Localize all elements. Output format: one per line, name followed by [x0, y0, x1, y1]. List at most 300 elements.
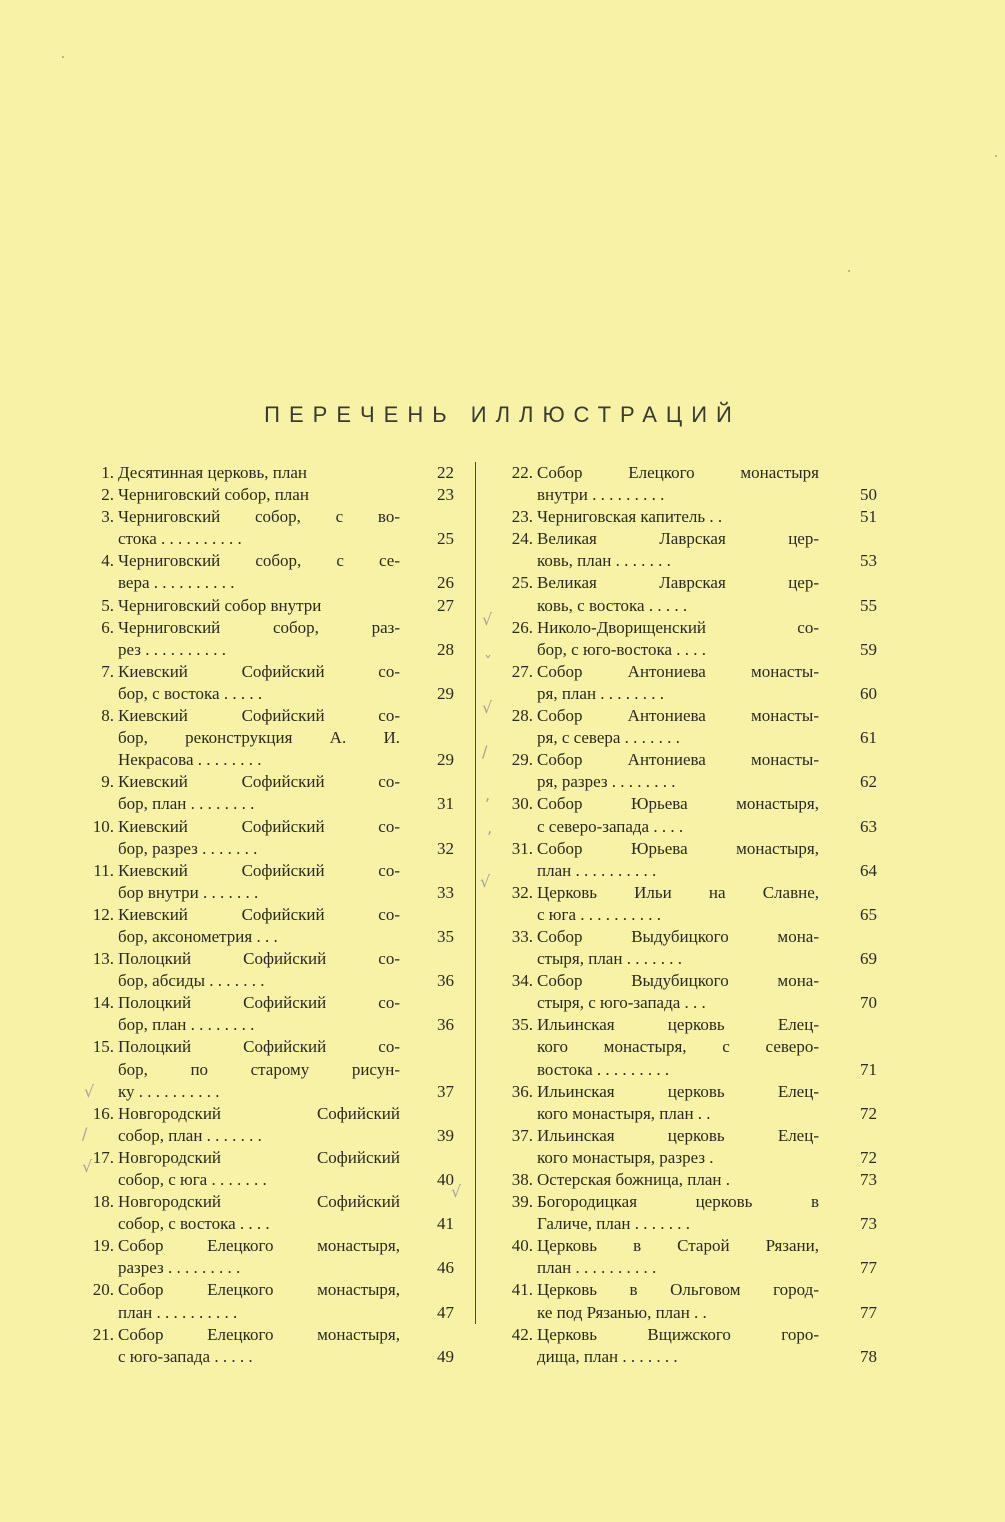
illustration-entry: [497, 793, 887, 837]
illustration-entry: [497, 749, 887, 793]
entry-line: [497, 1257, 887, 1279]
entry-line: [497, 484, 887, 506]
pencil-check-mark: √: [482, 698, 493, 717]
entry-number: 7.: [101, 661, 114, 681]
entry-line: [78, 1279, 468, 1301]
illustration-entry: [497, 1014, 887, 1080]
page-number: 49: [437, 1346, 454, 1366]
entry-line: [78, 1147, 468, 1169]
entry-number: 20.: [92, 1280, 114, 1300]
entry-line: [497, 1081, 887, 1103]
entry-line: [497, 1147, 887, 1169]
entry-line: [497, 1302, 887, 1324]
illustration-entry: [497, 661, 887, 705]
illustration-entry: [78, 948, 468, 992]
entry-caption: Киевский Софийский со-: [118, 661, 400, 681]
entry-line: [497, 462, 887, 484]
entry-caption: Собор Антониева монасты-: [537, 661, 819, 681]
entry-caption: Ильинская церковь Елец-: [537, 1081, 819, 1101]
entry-number: 1.: [101, 463, 114, 482]
entry-caption: Собор Юрьева монастыря,: [537, 838, 819, 858]
entry-caption: кого монастыря, план . .: [537, 1103, 711, 1123]
entry-number: 3.: [101, 507, 114, 527]
entry-caption: Великая Лаврская цер-: [537, 573, 819, 593]
entry-caption: Новгородский Софийский: [118, 1147, 400, 1167]
page-number: 69: [860, 949, 877, 969]
entry-caption: Черниговский собор, с се-: [118, 551, 400, 571]
page-number: 77: [860, 1302, 877, 1322]
illustration-entry: [78, 860, 468, 904]
entry-caption: Киевский Софийский со-: [118, 706, 400, 726]
entry-line: [78, 970, 468, 992]
entry-caption: Собор Елецкого монастыря,: [118, 1236, 400, 1256]
entry-line: [78, 793, 468, 815]
entry-number: 36.: [511, 1081, 533, 1101]
entry-caption: бор, абсиды . . . . . . .: [118, 971, 265, 991]
page-number: 22: [437, 463, 454, 482]
entry-line: [497, 1036, 887, 1058]
entry-caption: бор, с востока . . . . .: [118, 683, 263, 703]
entry-line: [497, 550, 887, 572]
entry-line: [497, 683, 887, 705]
page-number: 62: [860, 772, 877, 792]
entry-line: [78, 926, 468, 948]
entry-number: 15.: [92, 1037, 114, 1057]
entry-caption: востока . . . . . . . . .: [537, 1059, 670, 1079]
page-title: ПЕРЕЧЕНЬ ИЛЛЮСТРАЦИЙ: [264, 402, 741, 427]
entry-line: [78, 1169, 468, 1191]
page-number: 55: [860, 595, 877, 615]
page-number: 65: [860, 904, 877, 924]
illustration-entry: [497, 1169, 887, 1191]
column-divider: [475, 462, 476, 1324]
entry-caption: с юго-запада . . . . .: [118, 1346, 253, 1366]
entry-number: 37.: [511, 1125, 533, 1145]
entry-line: [497, 1125, 887, 1147]
page-number: 64: [860, 860, 877, 880]
illustration-entry: [78, 992, 468, 1036]
illustration-entry: [78, 595, 468, 617]
entry-number: 22.: [511, 463, 533, 482]
entry-line: [497, 572, 887, 594]
entry-caption: Некрасова . . . . . . . .: [118, 750, 262, 770]
entry-line: [497, 1324, 887, 1346]
entry-caption: рез . . . . . . . . . .: [118, 639, 226, 659]
entry-line: [497, 904, 887, 926]
entry-caption: Киевский Софийский со-: [118, 772, 400, 792]
entry-number: 2.: [101, 485, 114, 505]
entry-caption: ку . . . . . . . . . .: [118, 1081, 220, 1101]
entry-number: 8.: [101, 706, 114, 726]
illustration-entry: [497, 1125, 887, 1169]
entry-caption: Киевский Софийский со-: [118, 904, 400, 924]
entry-caption: с юга . . . . . . . . . .: [537, 904, 662, 924]
page-number: 41: [437, 1214, 454, 1234]
paper-speck: [62, 56, 64, 58]
entry-line: [497, 771, 887, 793]
illustration-entry: [497, 462, 887, 506]
entry-line: [78, 1324, 468, 1346]
page-number: 26: [437, 573, 454, 593]
entry-caption: Черниговский собор, план: [118, 485, 309, 505]
entry-number: 17.: [92, 1147, 114, 1167]
illustration-entry: [78, 1103, 468, 1147]
page-number: 60: [860, 683, 877, 703]
entry-caption: бор, с юго-востока . . . .: [537, 639, 706, 659]
entry-line: [78, 595, 468, 617]
entry-number: 32.: [511, 882, 533, 902]
entry-line: [78, 904, 468, 926]
illustration-entry: [78, 1235, 468, 1279]
entry-line: [78, 550, 468, 572]
illustration-entry: [497, 1279, 887, 1323]
entry-number: 11.: [93, 860, 114, 880]
entry-caption: Собор Юрьева монастыря,: [537, 794, 819, 814]
entry-line: [497, 838, 887, 860]
entry-caption: Собор Елецкого монастыря,: [118, 1280, 400, 1300]
entry-number: 27.: [511, 661, 533, 681]
entry-caption: вера . . . . . . . . . .: [118, 573, 235, 593]
entry-caption: бор, план . . . . . . . .: [118, 1015, 255, 1035]
entry-caption: стыря, с юго-запада . . .: [537, 993, 706, 1013]
entry-line: [78, 1213, 468, 1235]
pencil-check-mark: /: [82, 1124, 88, 1143]
entry-caption: Собор Антониева монасты-: [537, 706, 819, 726]
entry-line: [78, 992, 468, 1014]
page-number: 28: [437, 639, 454, 659]
entry-number: 34.: [511, 971, 533, 991]
entry-line: [497, 926, 887, 948]
entry-line: [497, 970, 887, 992]
entry-number: 6.: [101, 617, 114, 637]
entry-caption: бор, аксонометрия . . .: [118, 926, 278, 946]
entry-line: [497, 595, 887, 617]
entry-number: 29.: [511, 750, 533, 770]
paper-speck: [995, 155, 997, 157]
illustration-entry: [497, 970, 887, 1014]
entry-line: [78, 617, 468, 639]
entry-caption: Собор Елецкого монастыря: [537, 463, 819, 482]
illustrations-list-left: [78, 462, 468, 1368]
entry-line: [78, 1014, 468, 1036]
entry-line: [497, 1014, 887, 1036]
entry-line: [497, 1169, 887, 1191]
page-number: 72: [860, 1103, 877, 1123]
entry-line: [78, 727, 468, 749]
page-number: 31: [437, 794, 454, 814]
entry-caption: Ильинская церковь Елец-: [537, 1015, 819, 1035]
entry-caption: ковь, план . . . . . . .: [537, 551, 671, 571]
entry-number: 4.: [101, 551, 114, 571]
entry-number: 18.: [92, 1192, 114, 1212]
entry-line: [78, 1125, 468, 1147]
illustration-entry: [497, 882, 887, 926]
entry-line: [78, 838, 468, 860]
entry-caption: собор, план . . . . . . .: [118, 1125, 262, 1145]
illustration-entry: [78, 1147, 468, 1191]
entry-line: [497, 1279, 887, 1301]
page-number: 77: [860, 1258, 877, 1278]
pencil-check-mark: ,: [485, 785, 491, 804]
page-number: 29: [437, 683, 454, 703]
entry-number: 26.: [511, 617, 533, 637]
entry-number: 39.: [511, 1192, 533, 1212]
illustration-entry: [78, 816, 468, 860]
entry-line: [497, 661, 887, 683]
entry-line: [78, 1302, 468, 1324]
page-number: 51: [860, 507, 877, 527]
entry-line: [78, 572, 468, 594]
page-number: 72: [860, 1147, 877, 1167]
entry-number: 25.: [511, 573, 533, 593]
entry-line: [497, 948, 887, 970]
page-number: 59: [860, 639, 877, 659]
entry-number: 21.: [92, 1324, 114, 1344]
pencil-check-mark: /: [482, 742, 488, 761]
entry-caption: собор, с востока . . . .: [118, 1214, 270, 1234]
page-number: 50: [860, 485, 877, 505]
entry-line: [78, 705, 468, 727]
page-number: 61: [860, 728, 877, 748]
entry-caption: Собор Выдубицкого мона-: [537, 971, 819, 991]
entry-line: [497, 882, 887, 904]
illustration-entry: [78, 484, 468, 506]
entry-caption: с северо-запада . . . .: [537, 816, 684, 836]
entry-line: [78, 860, 468, 882]
entry-number: 35.: [511, 1015, 533, 1035]
page-number: 73: [860, 1214, 877, 1234]
entry-caption: ря, разрез . . . . . . . .: [537, 772, 676, 792]
illustration-entry: [497, 838, 887, 882]
entry-caption: бор, по старому рисун-: [118, 1059, 400, 1079]
entry-line: [78, 484, 468, 506]
illustration-entry: [78, 1324, 468, 1368]
entry-line: [497, 1213, 887, 1235]
entry-caption: Киевский Софийский со-: [118, 860, 400, 880]
pencil-check-mark: √: [84, 1082, 95, 1101]
entry-line: [78, 882, 468, 904]
entry-caption: собор, с юга . . . . . . .: [118, 1170, 267, 1189]
entry-line: [78, 1059, 468, 1081]
entry-caption: Полоцкий Софийский со-: [118, 993, 400, 1013]
page-number: 46: [437, 1258, 454, 1278]
entry-caption: кого монастыря, разрез .: [537, 1147, 714, 1167]
entry-number: 40.: [511, 1236, 533, 1256]
pencil-check-mark: √: [482, 610, 493, 629]
page-number: 40: [437, 1170, 454, 1189]
illustration-entry: [497, 528, 887, 572]
illustration-entry: [78, 705, 468, 771]
entry-line: [78, 661, 468, 683]
entry-caption: Черниговский собор, с во-: [118, 507, 400, 527]
entry-line: [497, 1103, 887, 1125]
entry-caption: Собор Антониева монасты-: [537, 750, 819, 770]
entry-caption: бор внутри . . . . . . .: [118, 882, 259, 902]
illustration-entry: [78, 904, 468, 948]
entry-line: [78, 1191, 468, 1213]
entry-line: [497, 1059, 887, 1081]
entry-number: 31.: [511, 838, 533, 858]
page-number: 35: [437, 926, 454, 946]
illustration-entry: [78, 462, 468, 484]
page-number: 78: [860, 1346, 877, 1366]
page-number: 36: [437, 1015, 454, 1035]
pencil-check-mark: ˇ: [484, 653, 492, 672]
page-number: 33: [437, 882, 454, 902]
pencil-check-mark: ʼ: [487, 828, 493, 847]
entry-caption: Церковь в Старой Рязани,: [537, 1236, 819, 1256]
entry-caption: Церковь в Ольговом город-: [537, 1280, 819, 1300]
illustration-entry: [78, 617, 468, 661]
page-number: 39: [437, 1125, 454, 1145]
entry-line: [78, 1235, 468, 1257]
pencil-check-mark: √: [480, 872, 491, 891]
illustration-entry: [497, 926, 887, 970]
entry-line: [78, 1036, 468, 1058]
entry-line: [497, 816, 887, 838]
page-number: 73: [860, 1170, 877, 1189]
entry-caption: Николо-Дворищенский со-: [537, 617, 819, 637]
illustration-entry: [78, 661, 468, 705]
illustration-entry: [78, 506, 468, 550]
entry-caption: стока . . . . . . . . . .: [118, 529, 242, 549]
entry-line: [497, 639, 887, 661]
pencil-check-mark: √: [451, 1182, 462, 1201]
entry-number: 42.: [511, 1324, 533, 1344]
entry-caption: Новгородский Софийский: [118, 1103, 400, 1123]
entry-line: [497, 528, 887, 550]
entry-line: [78, 1257, 468, 1279]
entry-caption: Церковь Вщижского горо-: [537, 1324, 819, 1344]
entry-line: [497, 506, 887, 528]
entry-caption: Новгородский Софийский: [118, 1192, 400, 1212]
entry-number: 28.: [511, 706, 533, 726]
entry-caption: ря, план . . . . . . . .: [537, 683, 665, 703]
illustration-entry: [78, 1279, 468, 1323]
entry-caption: дища, план . . . . . . .: [537, 1346, 678, 1366]
entry-caption: ковь, с востока . . . . .: [537, 595, 688, 615]
illustration-entry: [78, 550, 468, 594]
illustration-entry: [78, 1191, 468, 1235]
entry-caption: Собор Выдубицкого мона-: [537, 926, 819, 946]
entry-line: [78, 462, 468, 484]
entry-caption: Черниговский собор внутри: [118, 595, 322, 615]
entry-line: [497, 793, 887, 815]
entry-caption: Собор Елецкого монастыря,: [118, 1324, 400, 1344]
illustration-entry: [497, 1324, 887, 1368]
entry-caption: Черниговская капитель . .: [537, 507, 723, 527]
entry-caption: Богородицкая церковь в: [537, 1192, 819, 1212]
entry-caption: Остерская божница, план .: [537, 1170, 730, 1189]
entry-number: 23.: [511, 507, 533, 527]
entry-caption: Десятинная церковь, план: [118, 463, 308, 482]
page-number: 32: [437, 838, 454, 858]
entry-line: [497, 860, 887, 882]
entry-number: 38.: [511, 1170, 533, 1189]
entry-line: [78, 948, 468, 970]
entry-line: [497, 992, 887, 1014]
entry-number: 24.: [511, 529, 533, 549]
page-number: 25: [437, 529, 454, 549]
entry-line: [78, 1081, 468, 1103]
entry-line: [78, 683, 468, 705]
entry-line: [78, 528, 468, 550]
entry-line: [497, 1191, 887, 1213]
entry-line: [497, 1235, 887, 1257]
entry-caption: Церковь Ильи на Славне,: [537, 882, 819, 902]
entry-caption: план . . . . . . . . . .: [118, 1302, 238, 1322]
entry-line: [78, 749, 468, 771]
illustration-entry: [497, 572, 887, 616]
entry-line: [78, 1103, 468, 1125]
entry-caption: стыря, план . . . . . . .: [537, 949, 682, 969]
pencil-check-mark: √: [82, 1157, 93, 1176]
entry-number: 16.: [92, 1103, 114, 1123]
entry-line: [78, 816, 468, 838]
entry-caption: кого монастыря, с северо-: [537, 1037, 819, 1057]
entry-line: [497, 705, 887, 727]
paper-speck: [848, 270, 850, 272]
page-number: 63: [860, 816, 877, 836]
illustration-entry: [497, 1235, 887, 1279]
entry-number: 30.: [511, 794, 533, 814]
page-number: 37: [437, 1081, 454, 1101]
entry-caption: Ильинская церковь Елец-: [537, 1125, 819, 1145]
entry-caption: Киевский Софийский со-: [118, 816, 400, 836]
illustration-entry: [497, 705, 887, 749]
entry-caption: Полоцкий Софийский со-: [118, 949, 400, 969]
illustration-entry: [78, 771, 468, 815]
page-number: 27: [437, 595, 454, 615]
page-number: 36: [437, 971, 454, 991]
entry-number: 9.: [101, 772, 114, 792]
entry-number: 19.: [92, 1236, 114, 1256]
page-number: 23: [437, 485, 454, 505]
entry-line: [78, 639, 468, 661]
entry-number: 41.: [511, 1280, 533, 1300]
entry-line: [78, 771, 468, 793]
illustration-entry: [497, 506, 887, 528]
illustration-entry: [497, 1191, 887, 1235]
illustration-entry: [497, 1081, 887, 1125]
entry-line: [497, 749, 887, 771]
entry-line: [78, 1346, 468, 1368]
entry-caption: план . . . . . . . . . .: [537, 860, 657, 880]
page-number: 53: [860, 551, 877, 571]
page-number: 71: [860, 1059, 877, 1079]
entry-caption: план . . . . . . . . . .: [537, 1258, 657, 1278]
entry-line: [497, 1346, 887, 1368]
entry-caption: Черниговский собор, раз-: [118, 617, 400, 637]
illustration-entry: [497, 617, 887, 661]
entry-caption: Галиче, план . . . . . . .: [537, 1214, 690, 1234]
entry-caption: Великая Лаврская цер-: [537, 529, 819, 549]
entry-caption: ке под Рязанью, план . .: [537, 1302, 707, 1322]
entry-number: 5.: [101, 595, 114, 615]
entry-caption: бор, разрез . . . . . . .: [118, 838, 258, 858]
page-number: 70: [860, 993, 877, 1013]
entry-caption: бор, реконструкция А. И.: [118, 728, 400, 748]
entry-line: [78, 506, 468, 528]
page-number: 47: [437, 1302, 454, 1322]
entry-number: 10.: [92, 816, 114, 836]
entry-caption: разрез . . . . . . . . .: [118, 1258, 241, 1278]
entry-caption: внутри . . . . . . . . .: [537, 485, 665, 505]
entry-caption: Полоцкий Софийский со-: [118, 1037, 400, 1057]
entry-number: 12.: [92, 904, 114, 924]
illustrations-list-right: [497, 462, 887, 1368]
entry-line: [497, 727, 887, 749]
